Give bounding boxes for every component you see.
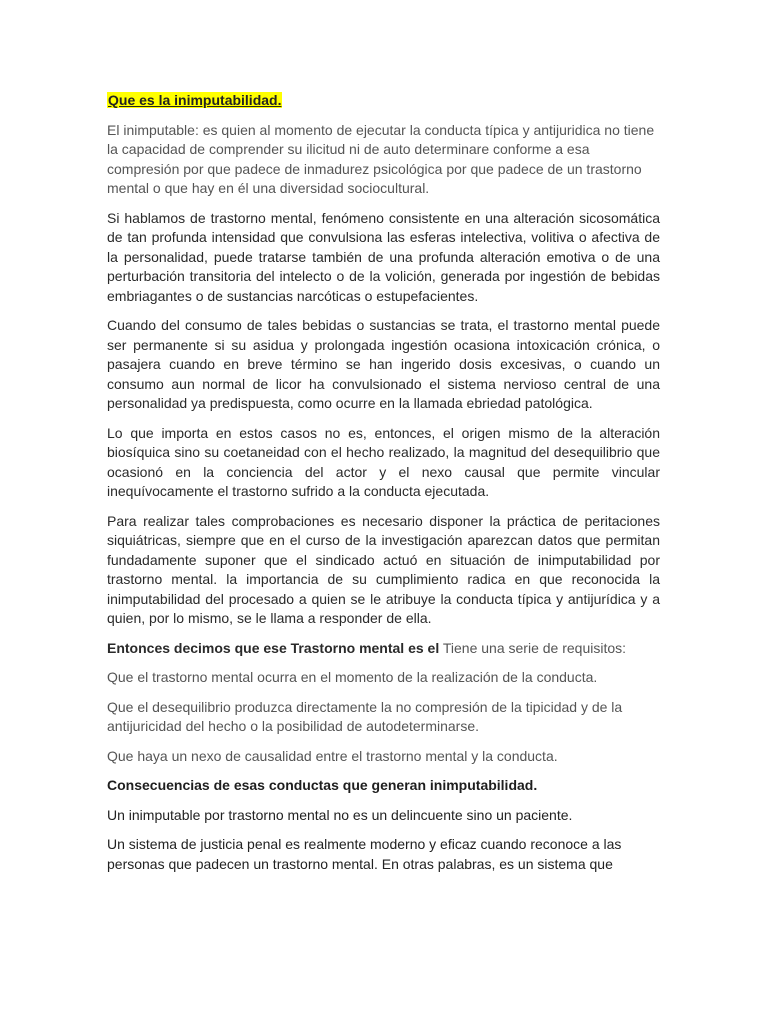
paragraph-sistema-justicia: Un sistema de justicia penal es realmente moderno y eficaz cuando reconoce a las personas que padecen un trastorno mental. En otras palabras, es un sistema que — [107, 836, 622, 872]
paragraph-consumo: Cuando del consumo de tales bebidas o sustancias se trata, el trastorno mental puede ser permanente si su asidua y prolongada ingestión ocasiona intoxicación crónica, o pasajera cuando en breve término se han ingerido dosis excesivas, o cuando un consumo aun normal de licor ha convulsionado el sistema nervioso central de una personalidad ya predispuesta, como ocurre en la llamada ebriedad patológica. — [107, 317, 660, 411]
highlighted-title: Que es la inimputabilidad. — [108, 92, 282, 108]
paragraph-definition: El inimputable: es quien al momento de ejecutar la conducta típica y antijuridica no tiene la capacidad de comprender su ilicitud ni de auto determinare conforme a esa compresión por que padece de inmadurez psicológica por que padece de un trastorno mental o que hay en él una diversidad sociocultural. — [107, 121, 655, 196]
requisitos-lead-rest: Tiene una serie de requisitos: — [439, 639, 627, 656]
requirement-3: Que haya un nexo de causalidad entre el trastorno mental y la conducta. — [107, 747, 558, 764]
section-heading — [107, 91, 660, 111]
paragraph-trastorno-mental: Si hablamos de trastorno mental, fenómeno consistente en una alteración sicosomática de tan profunda intensidad que convulsiona las esferas intelectiva, volitiva o afectiva de la personalidad, puede tratarse también de una profunda alteración emotiva o de una perturbación transitoria del intelecto o de la volición, generada por ingestión de bebidas embriagantes o de sustancias narcóticas o estupefacientes. — [107, 209, 660, 304]
document-page — [107, 91, 660, 884]
paragraph-comprobaciones: Para realizar tales comprobaciones es necesario disponer la práctica de peritaciones siquiátricas, siempre que en el curso de la investigación aparezcan datos que permitan fundadamente suponer que el sindicado actuó en situación de inimputabilidad por trastorno mental. la importancia de su cumplimiento radica en que reconocida la inimputabilidad del procesado a quien se le atribuye la conducta típica y antijurídica y a quien, por lo mismo, se le llama a responder de ella. — [107, 512, 660, 626]
requirement-1: Que el trastorno mental ocurra en el momento de la realización de la conducta. — [107, 669, 598, 685]
requisitos-bold-lead: Entonces decimos que ese Trastorno mental es el — [107, 639, 440, 656]
paragraph-origen: Lo que importa en estos casos no es, entonces, el origen mismo de la alteración biosíquica sino su coetaneidad con el hecho realizado, la magnitud del desequilibrio que ocasionó en la conciencia del actor y el nexo causal que permite vincular inequívocamente el trastorno sufrido a la conducta ejecutada. — [107, 424, 660, 499]
paragraph-requisitos-intro — [107, 639, 660, 659]
paragraph-paciente: Un inimputable por trastorno mental no es un delincuente sino un paciente. — [107, 806, 573, 823]
consequences-heading: Consecuencias de esas conductas que generan inimputabilidad. — [107, 777, 538, 793]
requirement-2: Que el desequilibrio produzca directamente la no compresión de la tipicidad y de la antijuricidad del hecho o la posibilidad de autodeterminarse. — [107, 698, 623, 734]
